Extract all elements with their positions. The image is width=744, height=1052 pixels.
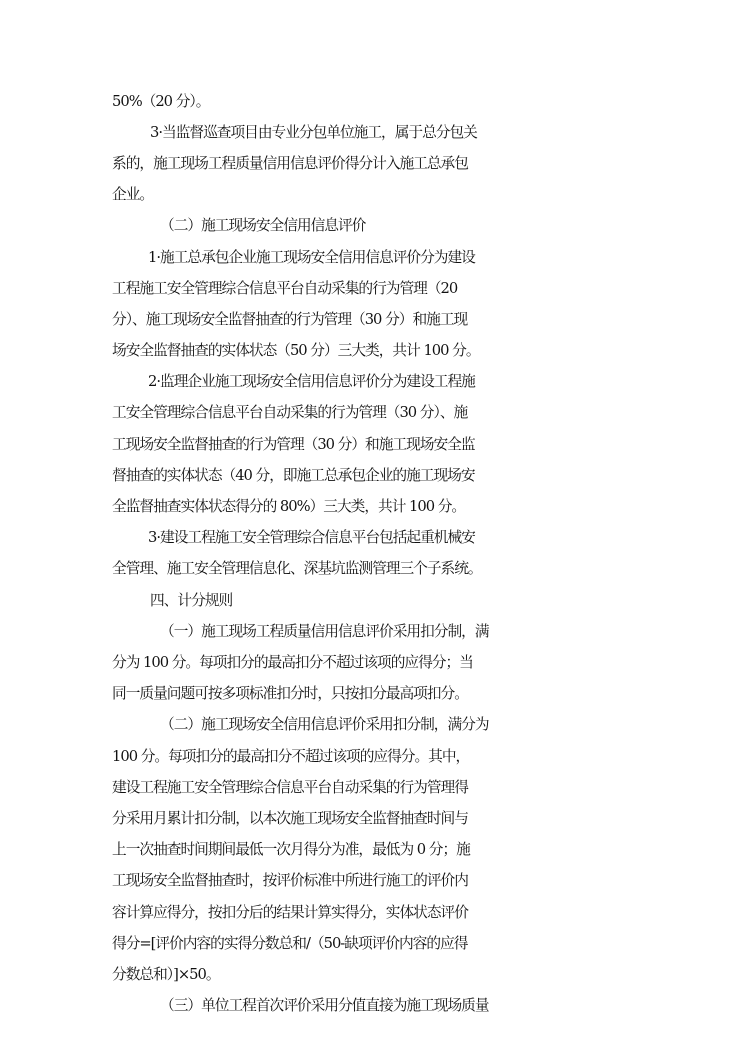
text-line: 工程施工安全管理综合信息平台自动采集的行为管理（20 (112, 280, 458, 297)
text-line: 系的，施工现场工程质量信用信息评价得分计入施工总承包 (112, 155, 468, 172)
text-line: 全管理、施工安全管理信息化、深基坑监测管理三个子系统。 (112, 560, 482, 577)
text-line: 分采用月累计扣分制，以本次施工现场安全监督抽查时间与 (112, 810, 468, 827)
text-line: 分）、施工现场安全监督抽查的行为管理（30 分）和施工现 (112, 311, 468, 328)
text-line: 工安全管理综合信息平台自动采集的行为管理（30 分）、施 (112, 404, 468, 421)
text-line: 工现场安全监督抽查的行为管理（30 分）和施工现场安全监 (112, 436, 475, 453)
paragraph-start: 3·建设工程施工安全管理综合信息平台包括起重机械安 (148, 529, 475, 546)
text-line: 100 分。每项扣分的最高扣分不超过该项的应得分。其中， (112, 748, 470, 765)
paragraph-start: 1·施工总承包企业施工现场安全信用信息评价分为建设 (148, 249, 475, 266)
section-heading: 四、计分规则 (150, 592, 233, 609)
text-line: 督抽查的实体状态（40 分，即施工总承包企业的施工现场安 (112, 467, 475, 484)
text-line: 容计算应得分，按扣分后的结果计算实得分，实体状态评价 (112, 904, 468, 921)
text-line: 企业。 (112, 186, 154, 203)
paragraph-start: （三）单位工程首次评价采用分值直接为施工现场质量 (160, 997, 489, 1014)
paragraph-start: （二）施工现场安全信用信息评价采用扣分制，满分为 (160, 716, 489, 733)
paragraph-start: 3·当监督巡查项目由专业分包单位施工，属于总分包关 (150, 124, 477, 141)
paragraph-start: 2·监理企业施工现场安全信用信息评价分为建设工程施 (148, 373, 475, 390)
text-line: 场安全监督抽查的实体状态（50 分）三大类，共计 100 分。 (112, 342, 480, 359)
section-heading: （二）施工现场安全信用信息评价 (160, 217, 366, 234)
text-line: 建设工程施工安全管理综合信息平台自动采集的行为管理得 (112, 779, 468, 796)
text-line: 得分=[评价内容的实得分数总和/（50-缺项评价内容的应得 (112, 935, 468, 952)
text-line: 工现场安全监督抽查时，按评价标准中所进行施工的评价内 (112, 872, 468, 889)
text-line: 50%（20 分）。 (112, 93, 210, 110)
text-line: 同一质量问题可按多项标准扣分时，只按扣分最高项扣分。 (112, 685, 468, 702)
text-line: 分数总和）]×50。 (112, 966, 220, 983)
text-line: 分为 100 分。每项扣分的最高扣分不超过该项的应得分；当 (112, 654, 473, 671)
paragraph-start: （一）施工现场工程质量信用信息评价采用扣分制，满 (160, 623, 489, 640)
text-line: 全监督抽查实体状态得分的 80%）三大类，共计 100 分。 (112, 498, 466, 515)
text-line: 上一次抽查时间期间最低一次月得分为准，最低为 0 分；施 (112, 841, 470, 858)
